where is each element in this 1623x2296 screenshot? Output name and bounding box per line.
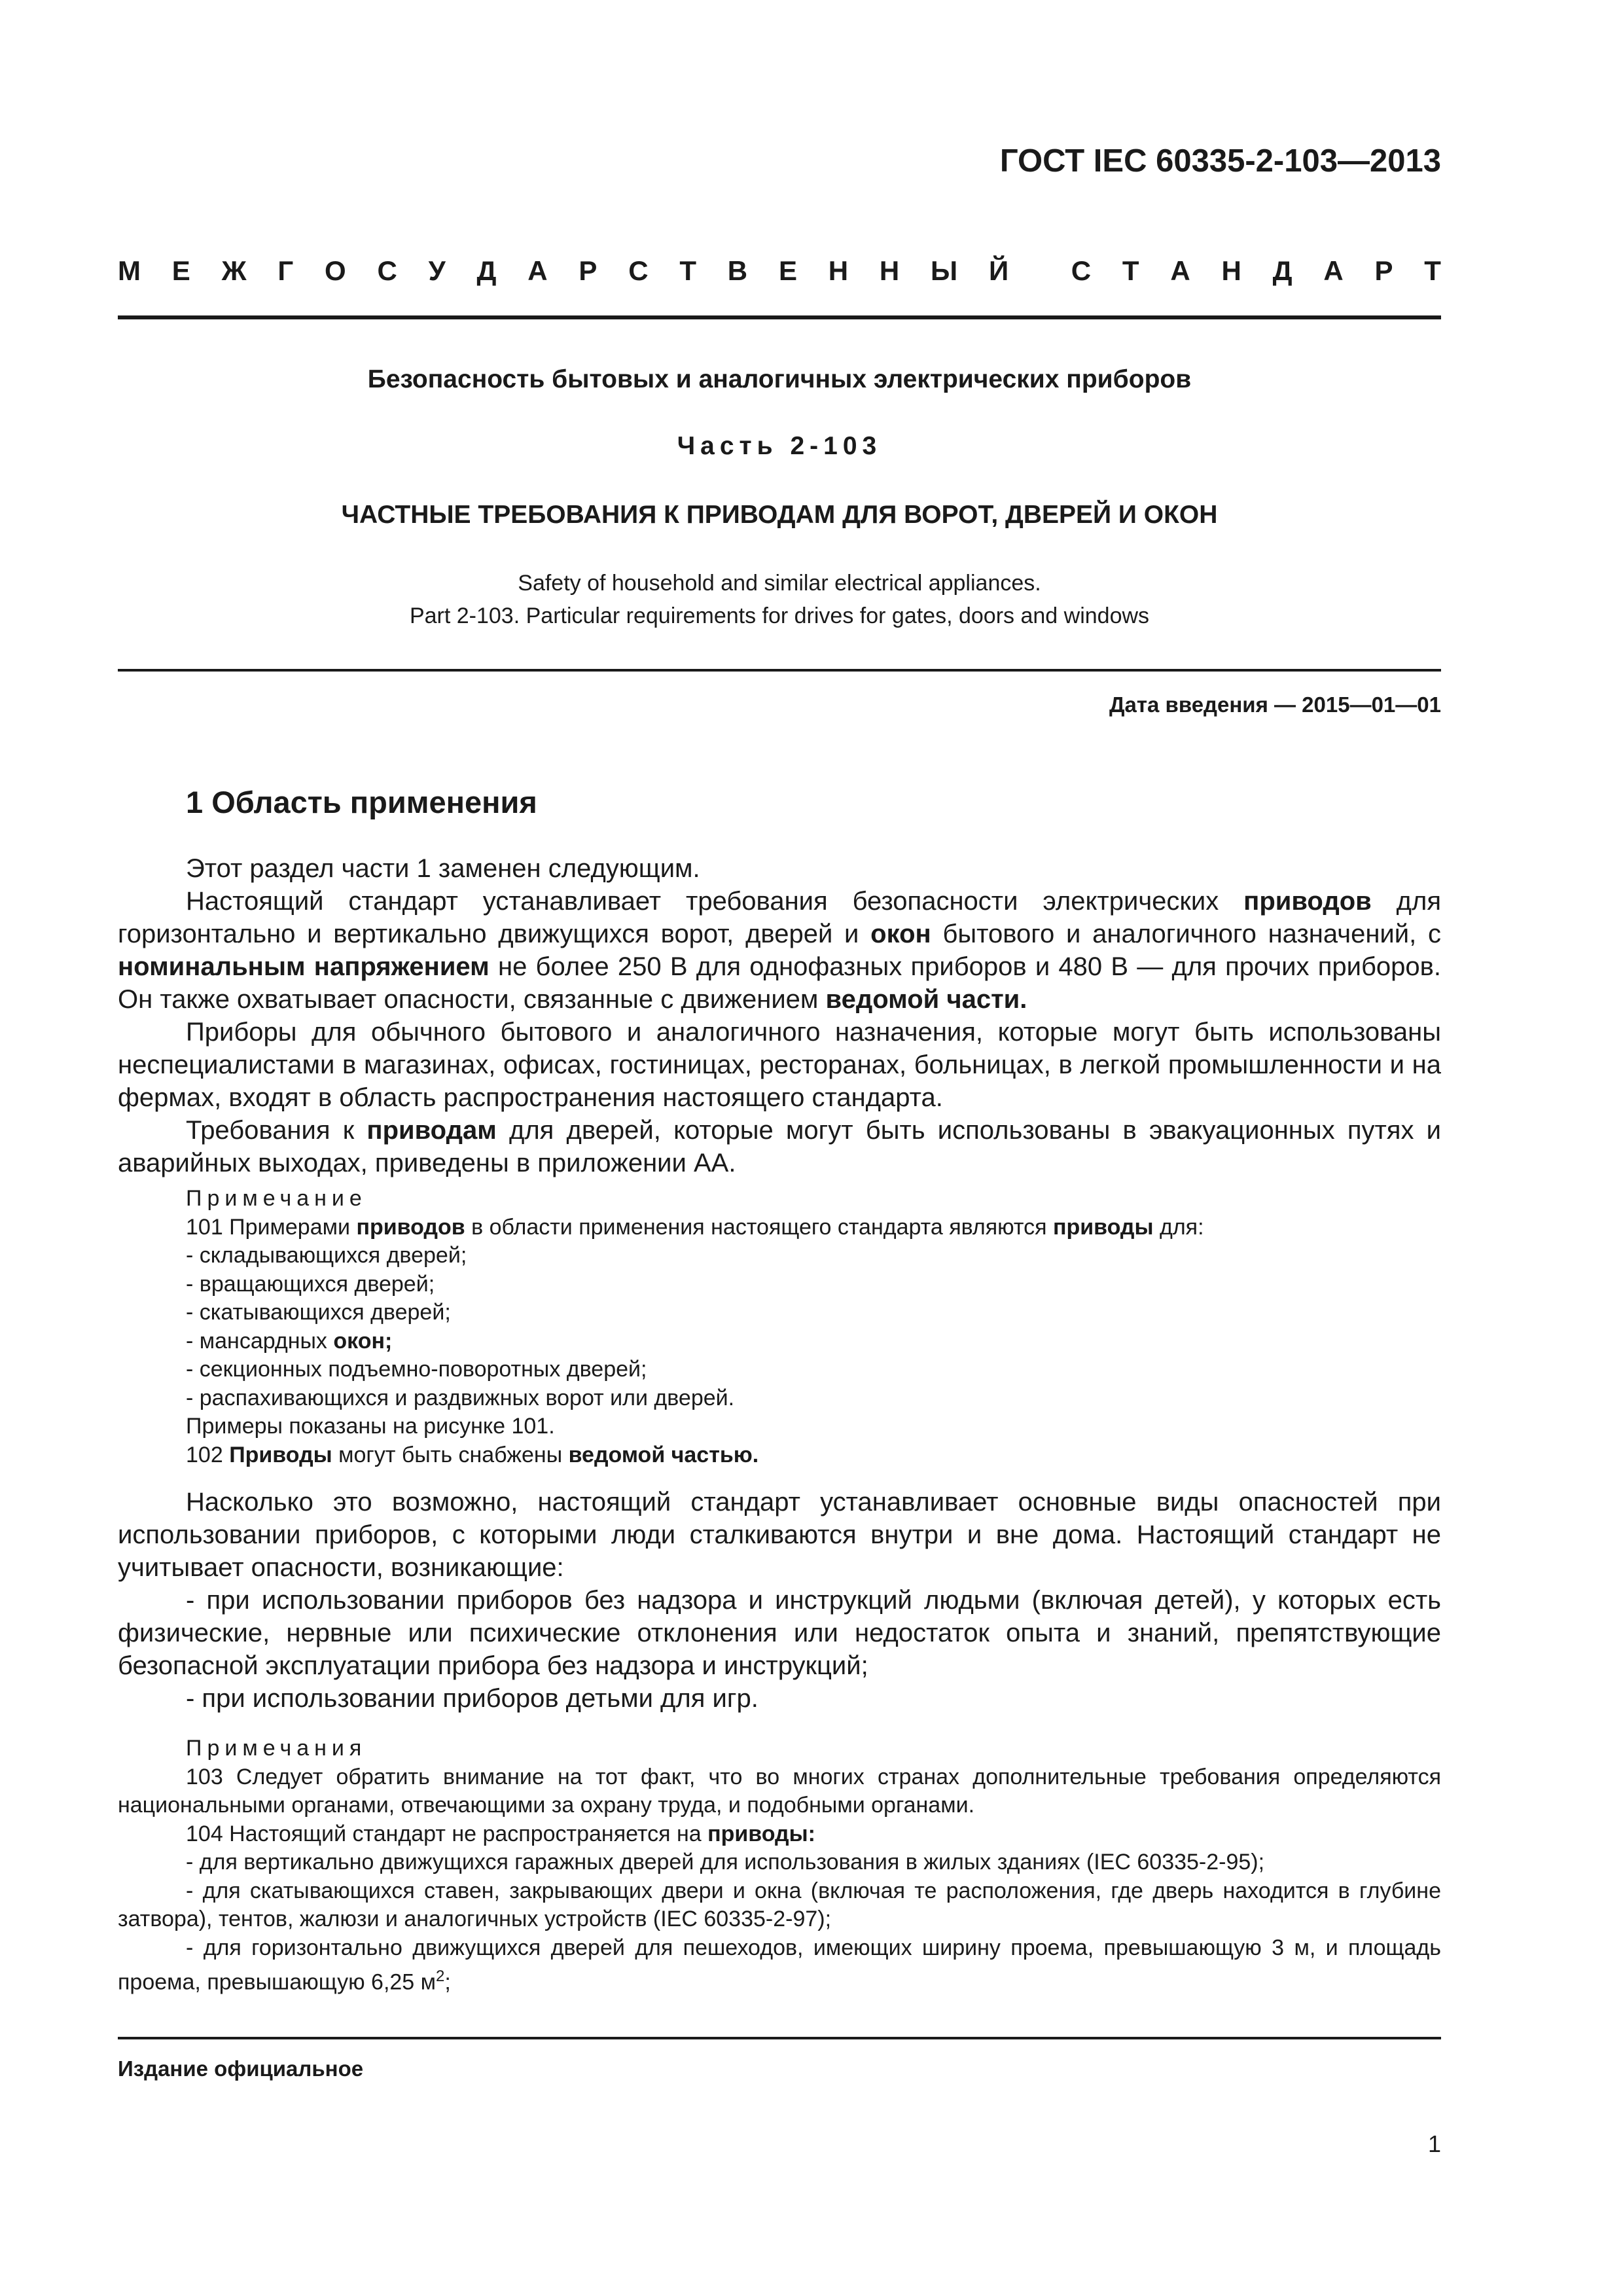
term: приводы: (707, 1821, 815, 1846)
paragraph (118, 1016, 1441, 1114)
note-block-2 (118, 1734, 1441, 1997)
text: бытового и аналогичного назначений, с (931, 920, 1441, 948)
paragraph: - при использовании приборов без надзора и инструкций людьми (включая детей), у которых есть физические, нервные или психические отклонения или недостаток опыта и знаний, препятствующие безопасной эксплуатации прибора без надзора и инструкций; (118, 1586, 1441, 1680)
heading-letter: Т (1424, 255, 1441, 286)
term: ведомой части. (825, 985, 1027, 1014)
section-heading: 1 Область применения (186, 785, 537, 819)
heading-letter: Д (1272, 255, 1293, 286)
heading-letter: Е (171, 255, 190, 286)
term: приводы (1052, 1214, 1154, 1240)
official-edition: Издание официальное (118, 2056, 364, 2081)
english-title-line-1: Safety of household and similar electrical appliances. (518, 571, 1041, 596)
text: 101 Примерами (186, 1214, 357, 1240)
paragraph-text: Этот раздел части 1 заменен следующим. (186, 854, 700, 883)
document-title: Безопасность бытовых и аналогичных электрических приборов (367, 365, 1192, 393)
term: приводов (356, 1214, 465, 1240)
text: Требования к (186, 1116, 367, 1145)
list-item: - скатывающихся дверей; (186, 1300, 451, 1325)
note-103: 103 Следует обратить внимание на тот факт, что во многих странах дополнительные требования определяются национальными органами, отвечающими за охрану труда, и подобными органами. (118, 1764, 1441, 1818)
superscript: 2 (436, 1967, 445, 1985)
heading-letter: Н (1221, 255, 1241, 286)
note-label: Примечания (186, 1736, 367, 1761)
heading-letter: С (628, 255, 649, 286)
examples-line: Примеры показаны на рисунке 101. (186, 1414, 555, 1439)
text: - для горизонтально движущихся дверей для пешеходов, имеющих ширину проема, превышающую 3 м, и площадь проема, превышающую 6,25 м (118, 1935, 1441, 1995)
section-body (118, 852, 1441, 1179)
document-subtitle: ЧАСТНЫЕ ТРЕБОВАНИЯ К ПРИВОДАМ ДЛЯ ВОРОТ, ДВЕРЕЙ И ОКОН (341, 501, 1218, 529)
paragraph: - при использовании приборов детьми для игр. (186, 1684, 758, 1713)
note-104 (118, 1820, 1441, 1849)
title-rule (118, 669, 1441, 672)
text: ; (444, 1969, 451, 1995)
text: 104 Настоящий стандарт не распространяется на (186, 1821, 708, 1846)
heading-letter: Р (1374, 255, 1393, 286)
english-title (118, 567, 1441, 632)
term: окон (870, 920, 931, 948)
text: для: (1153, 1214, 1204, 1240)
list-item: - секционных подъемно-поворотных дверей; (186, 1357, 647, 1382)
note-102 (118, 1441, 1441, 1470)
heading-letter: Н (828, 255, 849, 286)
heading-letter: О (324, 255, 346, 286)
heading-letter: Ы (931, 255, 958, 286)
list-item: - распахивающихся и раздвижных ворот или дверей. (186, 1385, 735, 1410)
text: для горизонтально и вертикально движущихся ворот, дверей и (118, 887, 1441, 948)
interstate-standard-heading (118, 255, 1441, 287)
heading-letter: Е (778, 255, 797, 286)
footer-rule (118, 2037, 1441, 2039)
term: номинальным напряжением (118, 952, 490, 981)
document-part: Часть 2-103 (677, 432, 882, 460)
text: для дверей, которые могут быть использованы в эвакуационных путях и аварийных выходах, приведены в приложении АА. (118, 1116, 1441, 1177)
header-rule (118, 315, 1441, 319)
heading-letter: Г (277, 255, 294, 286)
paragraph-text: Приборы для обычного бытового и аналогичного назначения, которые могут быть использованы неспециалистами в магазинах, офисах, гостиницах, ресторанах, больницах, в легкой промышленности и на фермах, входят в область распространения настоящего стандарта. (118, 1018, 1441, 1112)
gost-number: ГОСТ IEC 60335-2-103—2013 (999, 143, 1441, 179)
list-item (118, 1934, 1441, 1997)
term: окон; (333, 1328, 393, 1354)
text: могут быть снабжены (332, 1442, 569, 1467)
paragraph: Насколько это возможно, настоящий стандарт устанавливает основные виды опасностей при использовании приборов, с которыми люди сталкиваются внутри и вне дома. Настоящий стандарт не учитывает опасности, возникающие: (118, 1488, 1441, 1582)
paragraph (118, 1114, 1441, 1179)
heading-letter: С (377, 255, 397, 286)
term: приводам (366, 1116, 497, 1145)
term: приводов (1243, 887, 1372, 916)
text: в области применения настоящего стандарта являются (465, 1214, 1053, 1240)
text: не более 250 В для однофазных приборов и 480 В — для прочих приборов. Он также охватывает опасности, связанные с движением (118, 952, 1442, 1014)
text: 102 (186, 1442, 230, 1467)
list-item: - для вертикально движущихся гаражных дверей для использования в жилых зданиях (IEC 60335-2-95); (186, 1850, 1265, 1874)
english-title-line-2: Part 2-103. Particular requirements for drives for gates, doors and windows (409, 603, 1150, 628)
text: - мансардных (186, 1328, 334, 1354)
term: ведомой частью. (568, 1442, 759, 1467)
heading-letter: Й (988, 255, 1009, 286)
risks-body (118, 1486, 1441, 1715)
heading-letter: А (527, 255, 548, 286)
term: Приводы (229, 1442, 332, 1467)
heading-letter: С (1071, 255, 1092, 286)
heading-letter: В (727, 255, 748, 286)
heading-letter: Н (879, 255, 900, 286)
heading-letter: М (118, 255, 141, 286)
heading-letter: Р (579, 255, 597, 286)
introduction-date: Дата введения — 2015—01—01 (1109, 692, 1441, 717)
heading-letter: Ж (221, 255, 247, 286)
heading-letter: А (1170, 255, 1190, 286)
page-number: 1 (1427, 2130, 1441, 2157)
list-item: - для скатывающихся ставен, закрывающих двери и окна (включая те расположения, где дверь находится в глубине затвора), тентов, жалюзи и аналогичных устройств (IEC 60335-2-97); (118, 1878, 1441, 1931)
heading-letter: Д (476, 255, 497, 286)
text: Настоящий стандарт устанавливает требования безопасности электрических (186, 887, 1244, 916)
heading-letter: Т (1122, 255, 1139, 286)
list-item: - складывающихся дверей; (186, 1243, 467, 1268)
note-block-1 (118, 1185, 1441, 1469)
note-101 (118, 1213, 1441, 1242)
list-item (118, 1327, 1441, 1356)
heading-letter: У (428, 255, 446, 286)
note-label: Примечание (186, 1186, 367, 1211)
paragraph (118, 885, 1441, 1016)
list-item: - вращающихся дверей; (186, 1271, 435, 1297)
heading-letter: Т (679, 255, 696, 286)
heading-letter: А (1323, 255, 1344, 286)
paragraph (118, 852, 1441, 885)
